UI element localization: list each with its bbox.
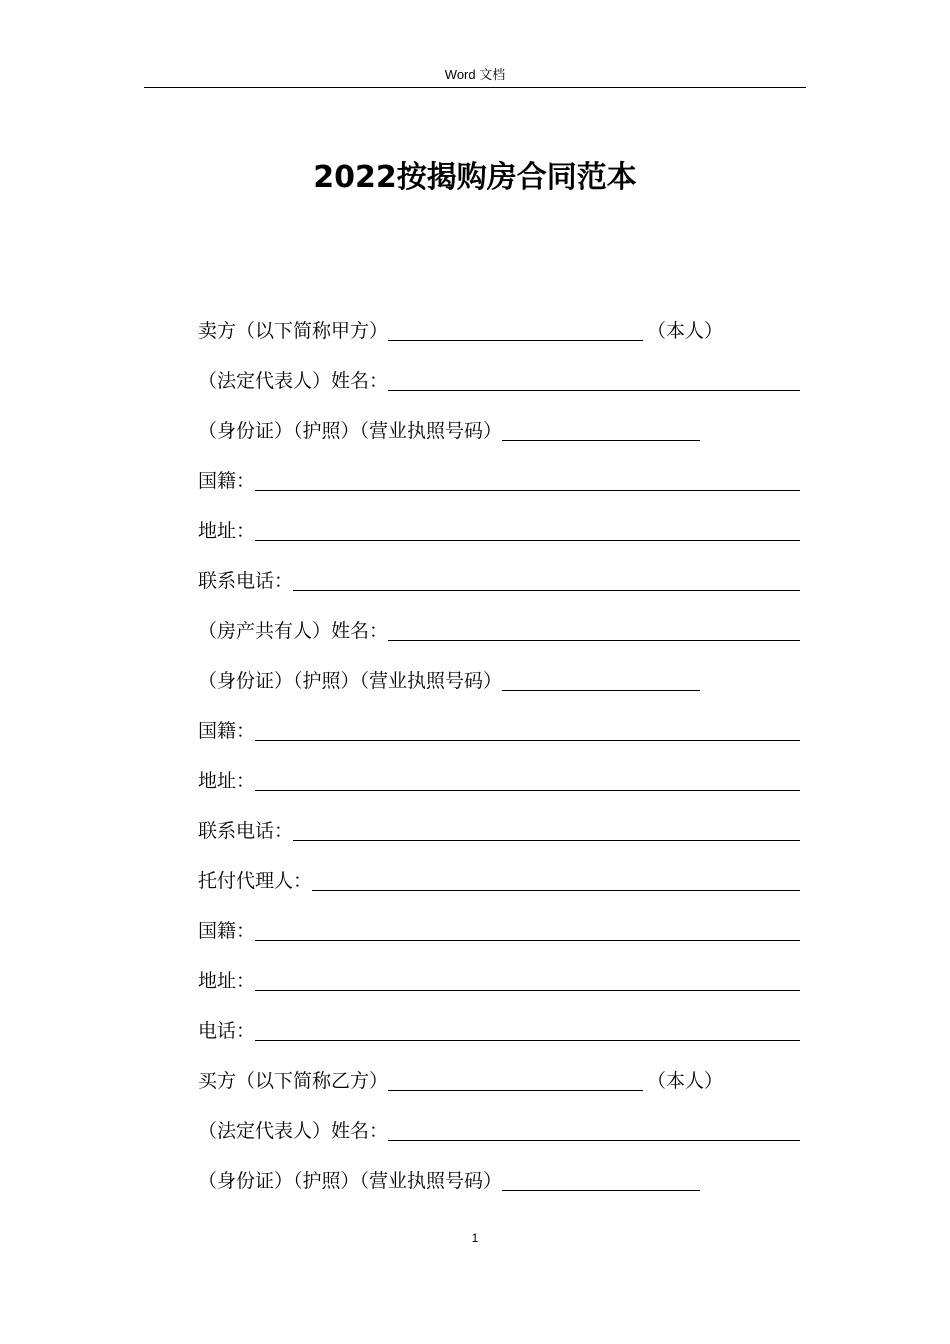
page-header: Word 文档 [444,67,506,82]
seller-legal-rep-label: （法定代表人）姓名： [198,370,389,392]
buyer-id-label: （身份证）（护照）（营业执照号码） [198,1170,503,1192]
seller-nationality-label: 国籍： [198,470,256,492]
seller-name-blank[interactable] [388,318,643,341]
seller-phone-row [198,546,800,596]
buyer-self-suffix: （本人） [647,1070,724,1092]
buyer-legal-rep-row [198,1096,800,1146]
header-divider [144,87,806,88]
co-owner-blank[interactable] [388,618,800,641]
buyer-label: 买方（以下简称乙方） [198,1070,389,1092]
buyer-id-blank[interactable] [502,1168,700,1191]
co-owner-address-blank[interactable] [255,768,800,791]
co-owner-phone-row [198,796,800,846]
co-owner-nationality-blank[interactable] [255,718,800,741]
seller-address-label: 地址： [198,520,256,542]
co-owner-label: （房产共有人）姓名： [198,620,389,642]
co-owner-phone-blank[interactable] [293,818,800,841]
seller-phone-blank[interactable] [293,568,800,591]
seller-id-label: （身份证）（护照）（营业执照号码） [198,420,503,442]
seller-nationality-row [198,446,800,496]
co-owner-id-label: （身份证）（护照）（营业执照号码） [198,670,503,692]
seller-self-suffix: （本人） [647,320,724,342]
co-owner-row [198,596,800,646]
buyer-name-blank[interactable] [388,1068,643,1091]
seller-legal-rep-blank[interactable] [388,368,800,391]
co-owner-nationality-label: 国籍： [198,720,256,742]
agent-row [198,846,800,896]
seller-address-row [198,496,800,546]
buyer-legal-rep-blank[interactable] [388,1118,800,1141]
contract-form [198,296,800,1196]
seller-id-blank[interactable] [502,418,700,441]
seller-id-row [198,396,800,446]
agent-nationality-blank[interactable] [255,918,800,941]
seller-phone-label: 联系电话： [198,570,294,592]
seller-nationality-blank[interactable] [255,468,800,491]
co-owner-address-row [198,746,800,796]
agent-phone-row [198,996,800,1046]
buyer-row [198,1046,800,1096]
agent-address-label: 地址： [198,970,256,992]
agent-label: 托付代理人： [198,870,313,892]
buyer-legal-rep-label: （法定代表人）姓名： [198,1120,389,1142]
agent-phone-label: 电话： [198,1020,256,1042]
agent-address-blank[interactable] [255,968,800,991]
seller-label: 卖方（以下简称甲方） [198,320,389,342]
agent-nationality-row [198,896,800,946]
co-owner-id-row [198,646,800,696]
agent-phone-blank[interactable] [255,1018,800,1041]
buyer-id-row [198,1146,800,1196]
co-owner-address-label: 地址： [198,770,256,792]
seller-address-blank[interactable] [255,518,800,541]
agent-blank[interactable] [312,868,800,891]
page-number: 1 [471,1231,479,1245]
seller-row [198,296,800,346]
agent-address-row [198,946,800,996]
co-owner-nationality-row [198,696,800,746]
co-owner-id-blank[interactable] [502,668,700,691]
agent-nationality-label: 国籍： [198,920,256,942]
document-title: 2022按揭购房合同范本 [313,160,637,195]
co-owner-phone-label: 联系电话： [198,820,294,842]
seller-legal-rep-row [198,346,800,396]
